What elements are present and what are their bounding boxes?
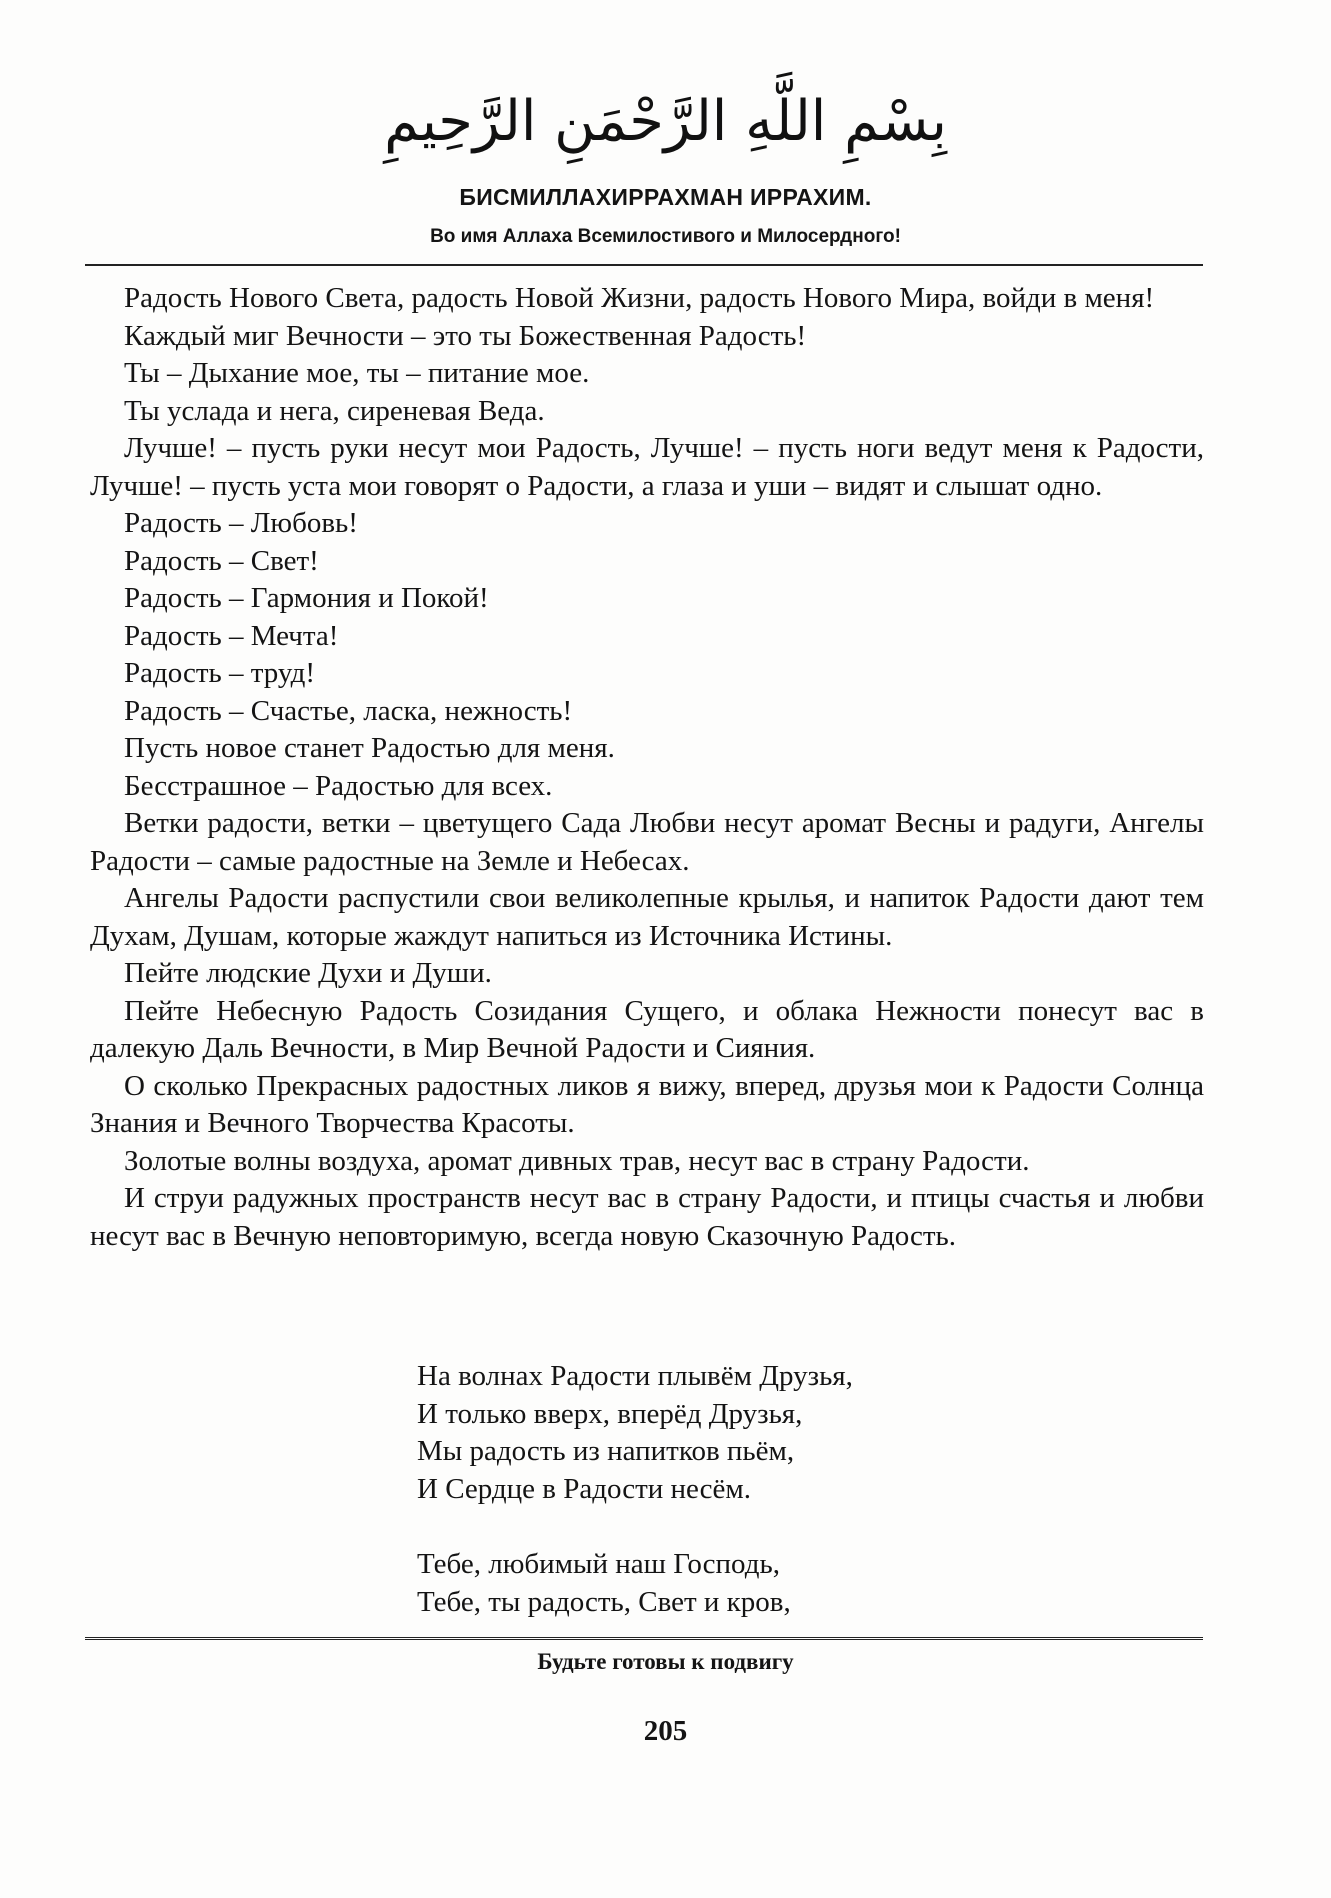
page-number: 205 xyxy=(643,1715,688,1747)
paragraph: Ветки радости, ветки – цветущего Сада Любви несут аромат Весны и радуги, Ангелы Радости – самые радостные на Земле и Небесах. xyxy=(90,807,1204,877)
poem xyxy=(417,1358,853,1659)
poem-stanza xyxy=(417,1358,853,1508)
paragraph: Радость Нового Света, радость Новой Жизни, радость Нового Мира, войди в меня! xyxy=(124,282,1155,314)
paragraph: Радость – Любовь! xyxy=(124,507,358,539)
poem-line: Тебе, любимый наш Господь, xyxy=(417,1548,780,1580)
paragraph: О сколько Прекрасных радостных ликов я вижу, вперед, друзья мои к Радости Солнца Знания и Вечного Творчества Красоты. xyxy=(90,1069,1204,1139)
main-text xyxy=(90,280,1204,1255)
paragraph: Ты услада и нега, сиреневая Веда. xyxy=(124,394,545,427)
header-divider xyxy=(85,264,1203,266)
poem-line: На волнах Радости плывём Друзья, xyxy=(417,1360,853,1392)
header-subtitle: Во имя Аллаха Всемилостивого и Милосердного! xyxy=(430,226,901,247)
poem-line: И Сердце в Радости несём. xyxy=(417,1472,751,1505)
running-footer: Будьте готовы к подвигу xyxy=(537,1649,794,1674)
paragraph: Пейте людские Духи и Души. xyxy=(124,957,492,989)
paragraph: Радость – труд! xyxy=(124,657,315,689)
header-title: БИСМИЛЛАХИРРАХМАН ИРРАХИМ. xyxy=(459,184,872,210)
paragraph: Каждый миг Вечности – это ты Божественная Радость! xyxy=(124,319,807,352)
bismillah-calligraphy: بِسْمِ اللَّهِ الرَّحْمَنِ الرَّحِيمِ xyxy=(384,89,947,154)
paragraph: Ты – Дыхание мое, ты – питание мое. xyxy=(124,357,590,389)
poem-stanza xyxy=(417,1546,853,1621)
paragraph: Бесстрашное – Радостью для всех. xyxy=(124,769,553,802)
poem-line: Мы радость из напитков пьём, xyxy=(417,1435,795,1467)
paragraph: Радость – Гармония и Покой! xyxy=(124,582,489,614)
paragraph: И струи радужных пространств несут вас в страну Радости, и птицы счастья и любви несут вас в Вечную неповторимую, всегда новую Сказочную Радость. xyxy=(90,1182,1204,1252)
paragraph: Золотые волны воздуха, аромат дивных трав, несут вас в страну Радости. xyxy=(124,1144,1030,1177)
poem-line: Тебе, ты радость, Свет и кров, xyxy=(417,1585,791,1618)
paragraph: Пусть новое станет Радостью для меня. xyxy=(124,732,615,764)
paragraph: Радость – Свет! xyxy=(124,544,319,577)
paragraph: Радость – Мечта! xyxy=(124,619,339,652)
footer-divider xyxy=(85,1637,1203,1640)
paragraph: Лучше! – пусть руки несут мои Радость, Лучше! – пусть ноги ведут меня к Радости, Лучше! – пусть уста мои говорят о Радости, а глаза и уши – видят и слышат одно. xyxy=(90,432,1204,502)
poem-line: И только вверх, вперёд Друзья, xyxy=(417,1397,803,1430)
paragraph: Пейте Небесную Радость Созидания Сущего, и облака Нежности понесут вас в далекую Даль Вечности, в Мир Вечной Радости и Сияния. xyxy=(90,994,1204,1064)
paragraph: Ангелы Радости распустили свои великолепные крылья, и напиток Радости дают тем Духам, Душам, которые жаждут напиться из Источника Истины. xyxy=(90,882,1204,952)
paragraph: Радость – Счастье, ласка, нежность! xyxy=(124,694,573,727)
